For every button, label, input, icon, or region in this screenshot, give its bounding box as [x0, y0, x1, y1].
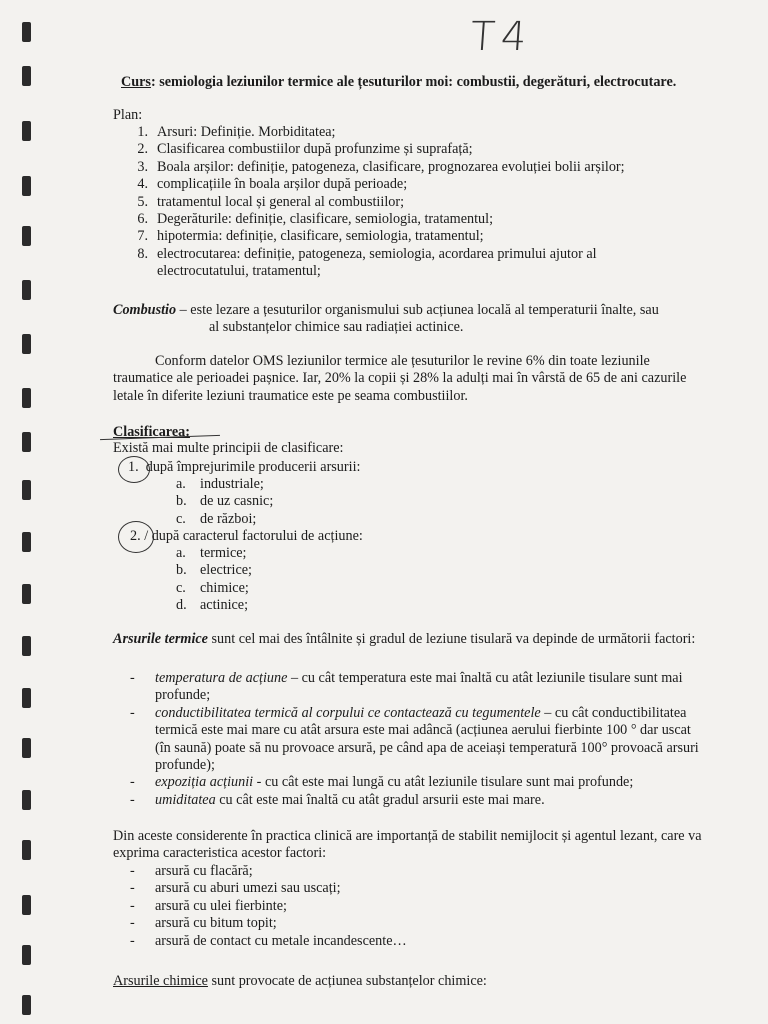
arsurile-termice-paragraph — [113, 631, 713, 648]
plan-item-number: 7. — [137, 228, 148, 245]
criterion-item-text: industriale; — [200, 476, 264, 492]
agent-item — [130, 933, 710, 950]
dash-bullet: - — [130, 863, 135, 879]
plan-item-number: 1. — [137, 124, 148, 140]
factor-term: temperatura de acțiune — [155, 670, 288, 686]
factor-text: - cu cât este mai lungă cu atât leziunile tisulare sunt mai profunde; — [253, 774, 634, 791]
criterion-item-text: chimice; — [200, 579, 249, 596]
dash-bullet: - — [130, 704, 135, 721]
criterion-item — [176, 476, 768, 493]
arsurile-chimice-paragraph — [113, 973, 713, 990]
criterion-item-letter: b. — [176, 493, 187, 510]
plan-item-text: hipotermia: definiție, clasificare, semiologia, tratamentul; — [157, 228, 484, 245]
criterion-1-list — [176, 476, 768, 528]
plan-item-text: Degerăturile: definiție, clasificare, semiologia, tratamentul; — [157, 210, 494, 227]
plan-item-number: 4. — [137, 176, 148, 193]
plan-item — [128, 176, 728, 193]
agent-item-text: arsură cu flacără; — [155, 863, 253, 879]
criterion-item — [176, 511, 768, 528]
criterion-2-list — [176, 545, 768, 615]
factor-text: cu cât este mai înaltă cu atât gradul arsurii este mai mare. — [215, 791, 545, 808]
factor-term: umiditatea — [155, 791, 216, 808]
dash-bullet: - — [130, 791, 135, 808]
combustio-line2: al substanțelor chimice sau radiației actinice. — [209, 319, 464, 336]
criterion-item-letter: b. — [176, 562, 187, 579]
clasificarea-intro: Există mai multe principii de clasificare: — [113, 440, 344, 456]
criterion-1-number: 1. — [128, 459, 139, 475]
plan-item-text: complicațiile în boala arșilor după perioade; — [157, 176, 408, 193]
plan-item-number: 5. — [137, 193, 148, 210]
criterion-item-letter: c. — [176, 510, 186, 527]
plan-item-number: 3. — [137, 158, 148, 175]
agent-item-text: arsură cu bitum topit; — [155, 915, 277, 932]
agent-item — [130, 898, 710, 915]
criterion-item-text: de uz casnic; — [200, 493, 274, 510]
dash-bullet: - — [130, 897, 135, 914]
criterion-2-number: 2. — [130, 528, 141, 544]
agent-item-text: arsură cu aburi umezi sau uscați; — [155, 880, 341, 897]
criterion-item-letter: c. — [176, 579, 186, 596]
factor-item — [130, 705, 710, 775]
factor-term: conductibilitatea termică al corpului ce contactează cu tegumentele — [155, 704, 541, 721]
plan-item — [128, 246, 728, 281]
criterion-item-letter: a. — [176, 545, 186, 561]
combustio-line1: – este lezare a țesuturilor organismului sub acțiunea locală al temperaturii înalte, sau — [176, 302, 659, 318]
criterion-item-text: actinice; — [200, 597, 249, 614]
dash-bullet: - — [130, 932, 135, 949]
handwritten-mark: T4 — [468, 14, 534, 60]
title-label: Curs — [121, 74, 151, 90]
criterion-item — [176, 597, 768, 614]
binder-holes — [22, 0, 42, 1024]
agent-item-text: arsură de contact cu metale incandescente… — [155, 932, 407, 949]
plan-item — [128, 211, 728, 228]
plan-item — [128, 228, 728, 245]
plan-item-continuation: electrocutatului, tratamentul; — [157, 263, 321, 280]
combustio-definition — [113, 302, 713, 337]
combustio-term: Combustio — [113, 302, 177, 318]
plan-item-text: tratamentul local și general al combustiilor; — [157, 193, 405, 210]
plan-label: Plan: — [113, 107, 143, 123]
factor-item — [130, 792, 710, 809]
criterion-item — [176, 545, 768, 562]
plan-item-text: Boala arșilor: definiție, patogeneza, clasificare, prognozarea evoluției bolii arșilor; — [157, 158, 625, 175]
plan-item-number: 2. — [137, 141, 148, 158]
oms-paragraph: Conform datelor OMS leziunilor termice ale țesuturilor le revine 6% din toate leziunile traumatice ale perioadei pașnice. Iar, 20% la copii și 28% la adulți mai în vârstă de 65 de ani cazurile letale în diferite leziuni traumatice este pe seama combustiilor. — [113, 353, 687, 404]
criterion-2-text: după caracterul factorului de acțiune: — [151, 528, 363, 544]
dash-bullet: - — [130, 774, 135, 791]
agent-item-text: arsură cu ulei fierbinte; — [155, 897, 287, 914]
arsurile-chimice-term: Arsurile chimice — [113, 973, 208, 989]
criterion-item-letter: a. — [176, 476, 186, 492]
criterion-item-text: electrice; — [200, 562, 252, 579]
criterion-item — [176, 580, 768, 597]
agent-list — [130, 863, 710, 950]
factor-term: expoziția acțiunii — [155, 774, 254, 791]
plan-item-text: Arsuri: Definiție. Morbiditatea; — [157, 124, 336, 140]
clasificarea-heading: Clasificarea: — [113, 424, 190, 440]
factors-list — [130, 670, 710, 809]
plan-item — [128, 124, 728, 141]
plan-item-number: 6. — [137, 210, 148, 227]
criterion-item-text: termice; — [200, 545, 247, 561]
plan-item-text: Clasificarea combustiilor după profunzime și suprafață; — [157, 141, 473, 158]
plan-item-number: 8. — [137, 245, 148, 262]
plan-item — [128, 141, 728, 158]
dash-bullet: - — [130, 670, 135, 686]
criterion-item-letter: d. — [176, 597, 187, 614]
criterion-1 — [128, 459, 728, 476]
factor-item — [130, 670, 710, 705]
plan-item — [128, 159, 728, 176]
agent-item — [130, 880, 710, 897]
plan-item — [128, 194, 728, 211]
document-title — [121, 74, 721, 91]
criterion-item-text: de război; — [200, 510, 257, 527]
criterion-item — [176, 562, 768, 579]
plan-item-text: electrocutarea: definiție, patogeneza, semiologia, acordarea primului ajutor al — [157, 245, 597, 262]
arsurile-chimice-text: sunt provocate de acțiunea substanțelor chimice: — [207, 973, 487, 989]
plan-list — [128, 124, 728, 281]
arsurile-termice-text: sunt cel mai des întâlnite și gradul de leziune tisulară va depinde de următorii factori: — [207, 631, 696, 647]
factor-text: – cu cât temperatura este mai înaltă cu atât leziunile tisulare sunt mai profunde; — [155, 670, 683, 704]
factor-item — [130, 774, 710, 791]
agent-item — [130, 863, 710, 880]
dash-bullet: - — [130, 880, 135, 897]
criterion-1-text: după împrejurimile producerii arsurii: — [145, 459, 361, 475]
title-text: : semiologia leziunilor termice ale țesuturilor moi: combustii, degerături, electrocutare. — [150, 74, 677, 90]
dash-bullet: - — [130, 915, 135, 932]
criterion-item — [176, 493, 768, 510]
arsurile-termice-term: Arsurile termice — [113, 631, 208, 647]
practica-paragraph: Din aceste considerente în practica clinică are importanță de stabilit nemijlocit și agentul lezant, care va exprima caracteristica acestor factori: — [113, 828, 702, 862]
factor-text: – cu cât conductibilitatea termică este mai mare cu atât arsura este mai adâncă (acțiunea aerului fierbinte 100 ° dar uscat (în saună) poate să nu provoace arsură, pe când apa de aceiași temperatură 100° provoacă arsuri profunde); — [155, 704, 699, 774]
agent-item — [130, 915, 710, 932]
criterion-2: 2. / după caracterul factorului de acțiune: — [130, 528, 363, 544]
